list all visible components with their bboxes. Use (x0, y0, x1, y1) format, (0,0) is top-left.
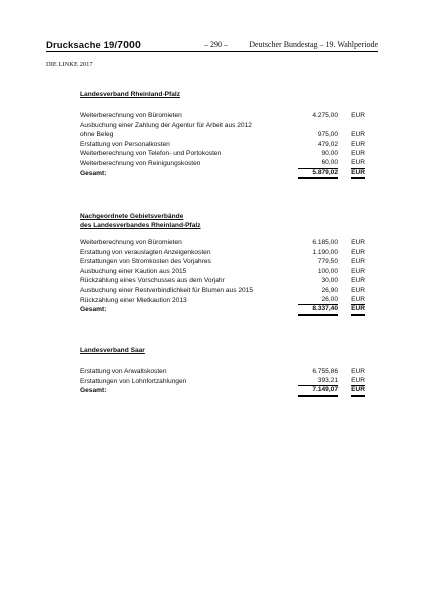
row-currency: EUR (351, 286, 365, 294)
section-nachgeordnete-gebietsverbaende (80, 212, 370, 315)
row-currency: EUR (351, 368, 365, 375)
row-label: Gesamt: (80, 387, 107, 395)
section-landesverband-rheinland-pfalz (80, 90, 370, 178)
row-amount: 975,00 (317, 131, 338, 139)
row-amount: 1.190,00 (312, 248, 338, 256)
row-amount: 30,00 (321, 277, 338, 285)
row-currency: EUR (351, 150, 365, 158)
row-label: Ausbuchung einer Kaution aus 2015 (80, 267, 187, 275)
row-currency: EUR (351, 258, 365, 266)
total-row (80, 305, 370, 315)
row-label: Ausbuchung einer Restverbindlichkeit für Blumen aus 2015 (80, 286, 254, 294)
row-amount: 26,00 (298, 296, 338, 306)
list-item (80, 257, 370, 267)
row-label: Gesamt: (80, 306, 107, 314)
list-item (80, 140, 370, 150)
section-title: Landesverband Rheinland-Pfalz (80, 91, 181, 98)
row-amount: 5.879,02 (298, 169, 338, 179)
list-item (80, 367, 370, 377)
row-label: Weiterberechnung von Büromieten (80, 239, 182, 246)
row-label: Erstattung von Anwaltskosten (80, 368, 167, 375)
bundestag-label: Deutscher Bundestag – 19. Wahlperiode (249, 40, 378, 49)
row-amount: 6.185,00 (312, 239, 338, 246)
page-header (46, 39, 378, 52)
row-currency: EUR (351, 131, 365, 139)
row-currency: EUR (351, 112, 365, 119)
list-item (80, 159, 370, 169)
page-number: – 290 – (204, 40, 228, 49)
row-label: Weiterberechnung von Büromieten (80, 112, 182, 119)
row-currency: EUR (351, 305, 365, 315)
list-item (80, 267, 370, 277)
row-currency: EUR (351, 140, 365, 148)
row-amount: 479,02 (317, 140, 338, 148)
list-item (80, 121, 370, 131)
row-amount: 60,00 (298, 159, 338, 169)
row-amount: 90,00 (321, 150, 338, 158)
section-landesverband-saar (80, 346, 370, 396)
section-title: Nachgeordnete Gebietsverbände (80, 213, 184, 220)
row-label: Ausbuchung einer Zahlung der Agentur für Arbeit aus 2012 (80, 121, 252, 129)
list-item (80, 238, 370, 248)
row-label: Weiterberechnung von Telefon- und Portokosten (80, 150, 222, 158)
row-label: Rückzahlung einer Mietkaution 2013 (80, 296, 187, 304)
document-number: Drucksache 19/7000 (46, 39, 141, 51)
row-currency: EUR (351, 296, 365, 306)
total-row (80, 169, 370, 179)
row-currency: EUR (351, 248, 365, 256)
row-amount: 100,00 (317, 267, 338, 275)
list-item (80, 111, 370, 121)
row-amount: 393,21 (298, 377, 338, 387)
list-item (80, 248, 370, 258)
row-amount: 26,90 (321, 286, 338, 294)
row-label: Erstattungen von Stromkosten des Vorjahres (80, 258, 211, 266)
list-item (80, 377, 370, 387)
total-row (80, 386, 370, 396)
row-currency: EUR (351, 277, 365, 285)
row-amount: 8.337,40 (298, 305, 338, 315)
list-item (80, 286, 370, 296)
row-label: Erstattung von verauslagten Anzeigenkosten (80, 248, 211, 256)
row-amount: 6.755,86 (312, 368, 338, 375)
row-currency: EUR (351, 159, 365, 169)
row-currency: EUR (351, 377, 365, 387)
row-amount: 779,50 (317, 258, 338, 266)
row-label: Erstattungen von Lohnfortzahlungen (80, 377, 187, 385)
list-item (80, 296, 370, 306)
row-label: ohne Beleg (80, 131, 114, 139)
row-currency: EUR (351, 386, 365, 396)
row-label: Gesamt: (80, 169, 107, 177)
list-item (80, 130, 370, 140)
row-label: Weiterberechnung von Reinigungskosten (80, 159, 201, 167)
list-item (80, 149, 370, 159)
section-title: des Landesverbandes Rheinland-Pfalz (80, 222, 201, 229)
row-amount: 4.275,00 (312, 112, 338, 119)
list-item (80, 276, 370, 286)
row-currency: EUR (351, 267, 365, 275)
row-label: Rückzahlung eines Vorschusses aus dem Vorjahr (80, 277, 225, 285)
row-amount: 7.149,07 (298, 386, 338, 396)
party-line: DIE LINKE 2017 (46, 61, 93, 68)
row-label: Erstattung von Personalkosten (80, 140, 170, 148)
row-currency: EUR (351, 169, 365, 179)
section-title: Landesverband Saar (80, 347, 145, 354)
row-currency: EUR (351, 239, 365, 246)
